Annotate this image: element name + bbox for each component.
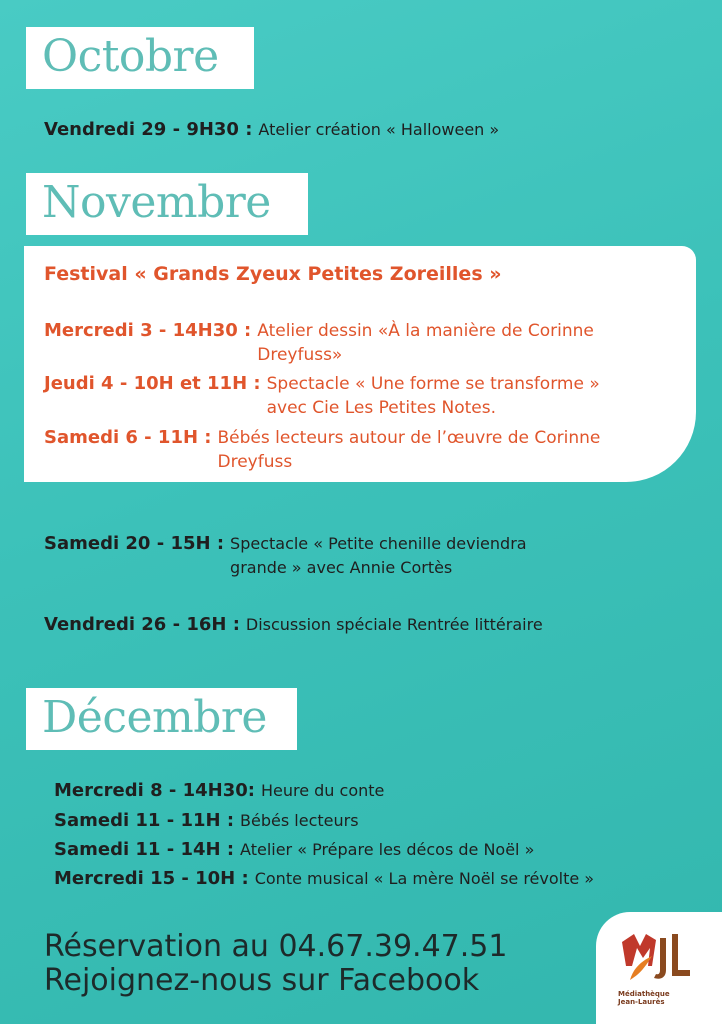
event-row — [44, 532, 527, 580]
event-desc — [230, 532, 527, 580]
event-desc: Atelier « Prépare les décos de Noël » — [240, 840, 535, 859]
event-desc-line: Spectacle « Petite chenille deviendra — [230, 534, 527, 553]
month-title-decembre: Décembre — [26, 688, 297, 750]
event-date: Vendredi 26 - 16H : — [44, 614, 240, 635]
event-row — [54, 779, 384, 803]
event-row — [54, 867, 594, 891]
festival-panel — [24, 246, 696, 482]
event-date: Samedi 6 - 11H : — [44, 427, 212, 448]
event-date: Samedi 11 - 11H : — [54, 810, 235, 831]
mediatheque-logo — [596, 912, 722, 1024]
event-date: Mercredi 8 - 14H30: — [54, 780, 255, 801]
mjl-logo-icon — [616, 926, 696, 988]
event-desc-line: avec Cie Les Petites Notes. — [266, 398, 497, 418]
event-row — [54, 809, 359, 833]
event-desc: Conte musical « La mère Noël se révolte » — [254, 869, 595, 888]
event-desc-line: grande » avec Annie Cortès — [230, 558, 453, 577]
reservation-phone: Réservation au 04.67.39.47.51 — [44, 929, 508, 964]
event-date: Vendredi 29 - 9H30 : — [44, 119, 253, 140]
event-desc-line: Atelier dessin «À la manière de Corinne — [257, 321, 594, 341]
logo-text — [618, 990, 670, 1006]
event-row — [44, 613, 543, 637]
event-date: Mercredi 15 - 10H : — [54, 868, 249, 889]
event-desc-line: Dreyfuss» — [257, 345, 343, 365]
month-title-octobre: Octobre — [26, 27, 254, 89]
month-title-novembre: Novembre — [26, 173, 308, 235]
logo-line: Médiathèque — [618, 990, 670, 998]
event-desc — [257, 319, 594, 367]
event-desc-line: Discussion spéciale Rentrée littéraire — [245, 615, 543, 634]
event-date: Mercredi 3 - 14H30 : — [44, 320, 252, 341]
event-desc-line: Dreyfuss — [217, 452, 293, 472]
footer-contact — [44, 930, 507, 998]
event-desc — [246, 613, 543, 637]
event-desc: Bébés lecteurs — [240, 811, 359, 830]
event-desc — [267, 372, 600, 420]
event-date: Samedi 11 - 14H : — [54, 839, 235, 860]
event-desc: Heure du conte — [260, 781, 385, 800]
event-desc-line: Spectacle « Une forme se transforme » — [266, 374, 600, 394]
event-desc-line: Bébés lecteurs autour de l’œuvre de Corinne — [217, 428, 601, 448]
facebook-invite: Rejoignez-nous sur Facebook — [44, 963, 480, 998]
event-row — [54, 838, 534, 862]
event-date: Samedi 20 - 15H : — [44, 533, 225, 554]
festival-event-row — [44, 372, 600, 420]
event-date: Jeudi 4 - 10H et 11H : — [44, 373, 261, 394]
event-row — [44, 118, 499, 142]
festival-event-row — [44, 426, 600, 474]
event-desc — [218, 426, 601, 474]
event-desc: Atelier création « Halloween » — [258, 120, 500, 139]
festival-title: Festival « Grands Zyeux Petites Zoreilles » — [44, 263, 502, 285]
logo-line: Jean-Laurès — [618, 998, 665, 1006]
festival-event-row — [44, 319, 594, 367]
